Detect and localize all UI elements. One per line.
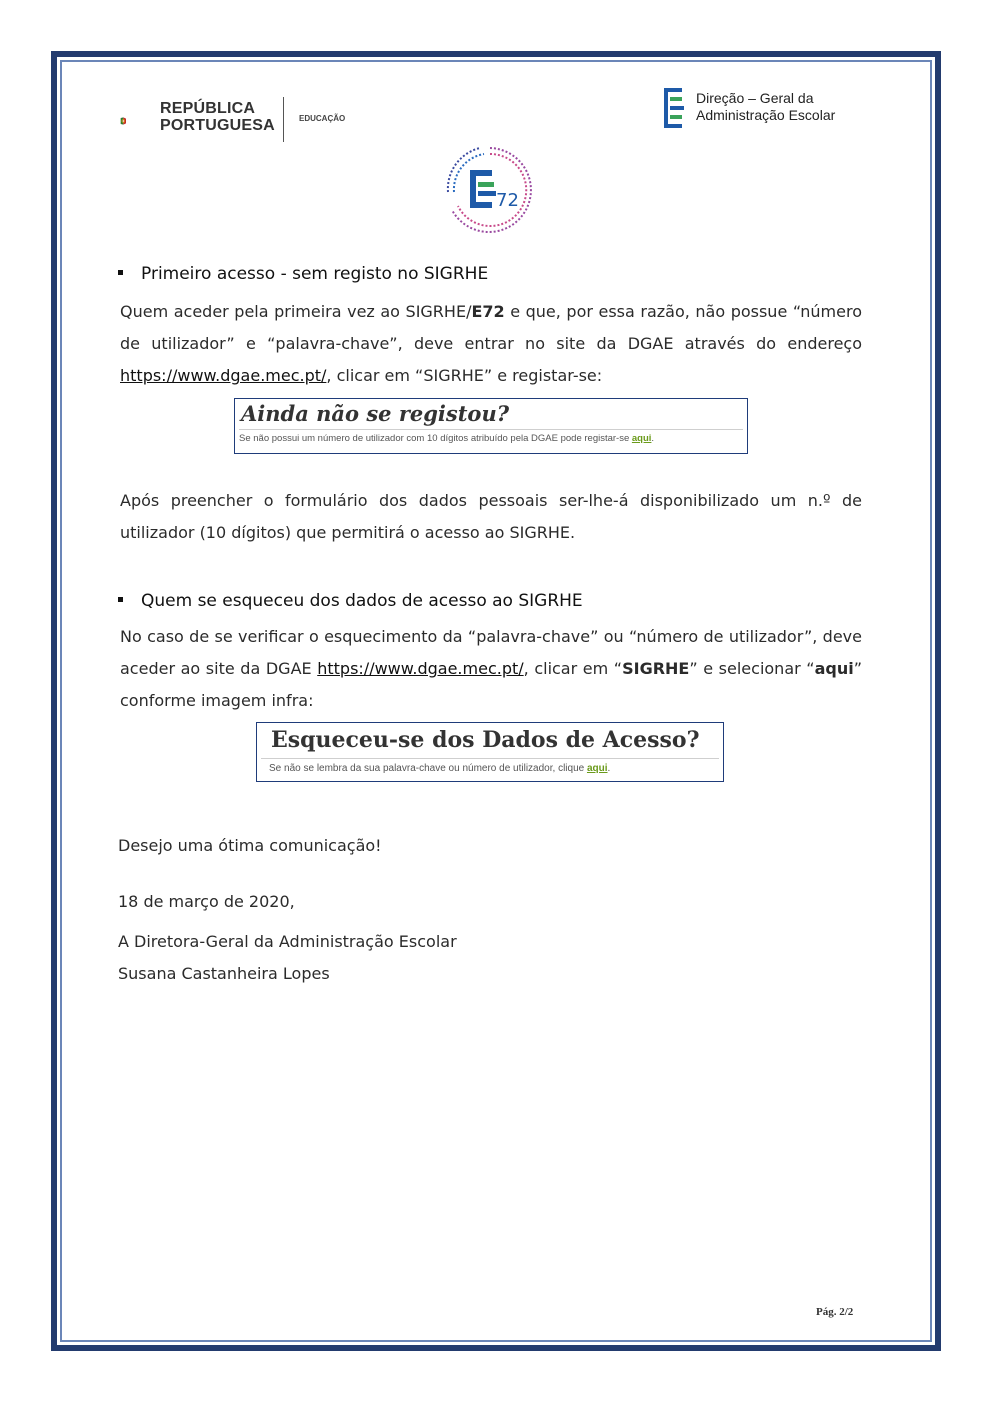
bullet-icon xyxy=(118,597,123,602)
forgot-access-screenshot-text xyxy=(269,763,610,774)
section1-paragraph1 xyxy=(120,296,862,392)
e72-logo xyxy=(440,140,540,240)
registration-screenshot xyxy=(234,398,748,454)
section2-heading xyxy=(118,591,583,611)
register-here-link[interactable]: aqui xyxy=(631,433,652,444)
rp-name-line2: PORTUGUESA xyxy=(160,117,275,134)
forgot-here-link[interactable]: aqui xyxy=(586,763,608,774)
dgae-url-link[interactable]: https://www.dgae.mec.pt/ xyxy=(120,366,327,385)
republica-portuguesa-name xyxy=(160,100,275,134)
bold-segment: E72 xyxy=(471,302,505,321)
section1-heading-text: Primeiro acesso - sem registo no SIGRHE xyxy=(141,264,489,284)
signatory-name: Susana Castanheira Lopes xyxy=(118,964,330,983)
text-segment: No caso de se verificar o esquecimento da “palavra-chave” ou “número de utilizador”, deve aceder ao site da DGAE xyxy=(120,627,862,678)
closing-greeting: Desejo uma ótima comunicação! xyxy=(118,836,382,855)
text-segment: . xyxy=(607,763,611,774)
dgae-name-line2: Administração Escolar xyxy=(696,107,836,123)
text-segment: e que, por essa razão, não possue “número de utilizador” e “palavra-chave”, deve entrar no site da DGAE através do endereço xyxy=(120,302,862,353)
section1-heading xyxy=(118,264,488,284)
republica-portuguesa-logo xyxy=(120,97,160,145)
logo-separator xyxy=(283,97,284,142)
section2-heading-text: Quem se esqueceu dos dados de acesso ao SIGRHE xyxy=(141,591,583,611)
closing-date: 18 de março de 2020, xyxy=(118,892,295,911)
dgae-url-link-2[interactable]: https://www.dgae.mec.pt/ xyxy=(317,659,524,678)
registration-screenshot-title: Ainda não se registou? xyxy=(241,401,510,426)
svg-text:72: 72 xyxy=(496,190,519,211)
text-segment: ” conforme imagem infra: xyxy=(120,659,863,710)
signatory-role: A Diretora-Geral da Administração Escolar xyxy=(118,932,457,951)
registration-screenshot-text xyxy=(239,433,654,444)
text-segment: , clicar em “SIGRHE” e registar-se: xyxy=(326,366,603,385)
forgot-access-screenshot-title: Esqueceu-se dos Dados de Acesso? xyxy=(271,727,700,753)
section1-paragraph2: Após preencher o formulário dos dados pessoais ser-lhe-á disponibilizado um n.º de utilizador (10 dígitos) que permitirá o acesso ao SIGRHE. xyxy=(120,491,862,542)
rp-name-line1: REPÚBLICA xyxy=(160,100,256,117)
bold-segment: aqui xyxy=(814,659,854,678)
forgot-access-screenshot xyxy=(256,722,724,782)
divider xyxy=(239,429,743,430)
text-segment: . xyxy=(651,433,655,444)
text-segment: Quem aceder pela primeira vez ao SIGRHE/ xyxy=(120,302,472,321)
divider xyxy=(261,758,719,759)
page-number: Pág. 2/2 xyxy=(816,1306,854,1318)
section2-paragraph1 xyxy=(120,621,862,717)
dgae-name xyxy=(696,90,835,124)
text-segment: , clicar em “ xyxy=(523,659,623,678)
ministry-area: EDUCAÇÃO xyxy=(299,114,346,123)
text-segment: Se não se lembra da sua palavra-chave ou número de utilizador, clique xyxy=(269,763,587,774)
text-segment: ” e selecionar “ xyxy=(689,659,815,678)
dgae-name-line1: Direção – Geral da xyxy=(696,90,814,106)
bold-segment: SIGRHE xyxy=(622,659,690,678)
bullet-icon xyxy=(118,270,123,275)
text-segment: Se não possui um número de utilizador com 10 dígitos atribuído pela DGAE pode registar-se xyxy=(239,433,632,444)
dgae-logo-icon xyxy=(664,88,686,128)
